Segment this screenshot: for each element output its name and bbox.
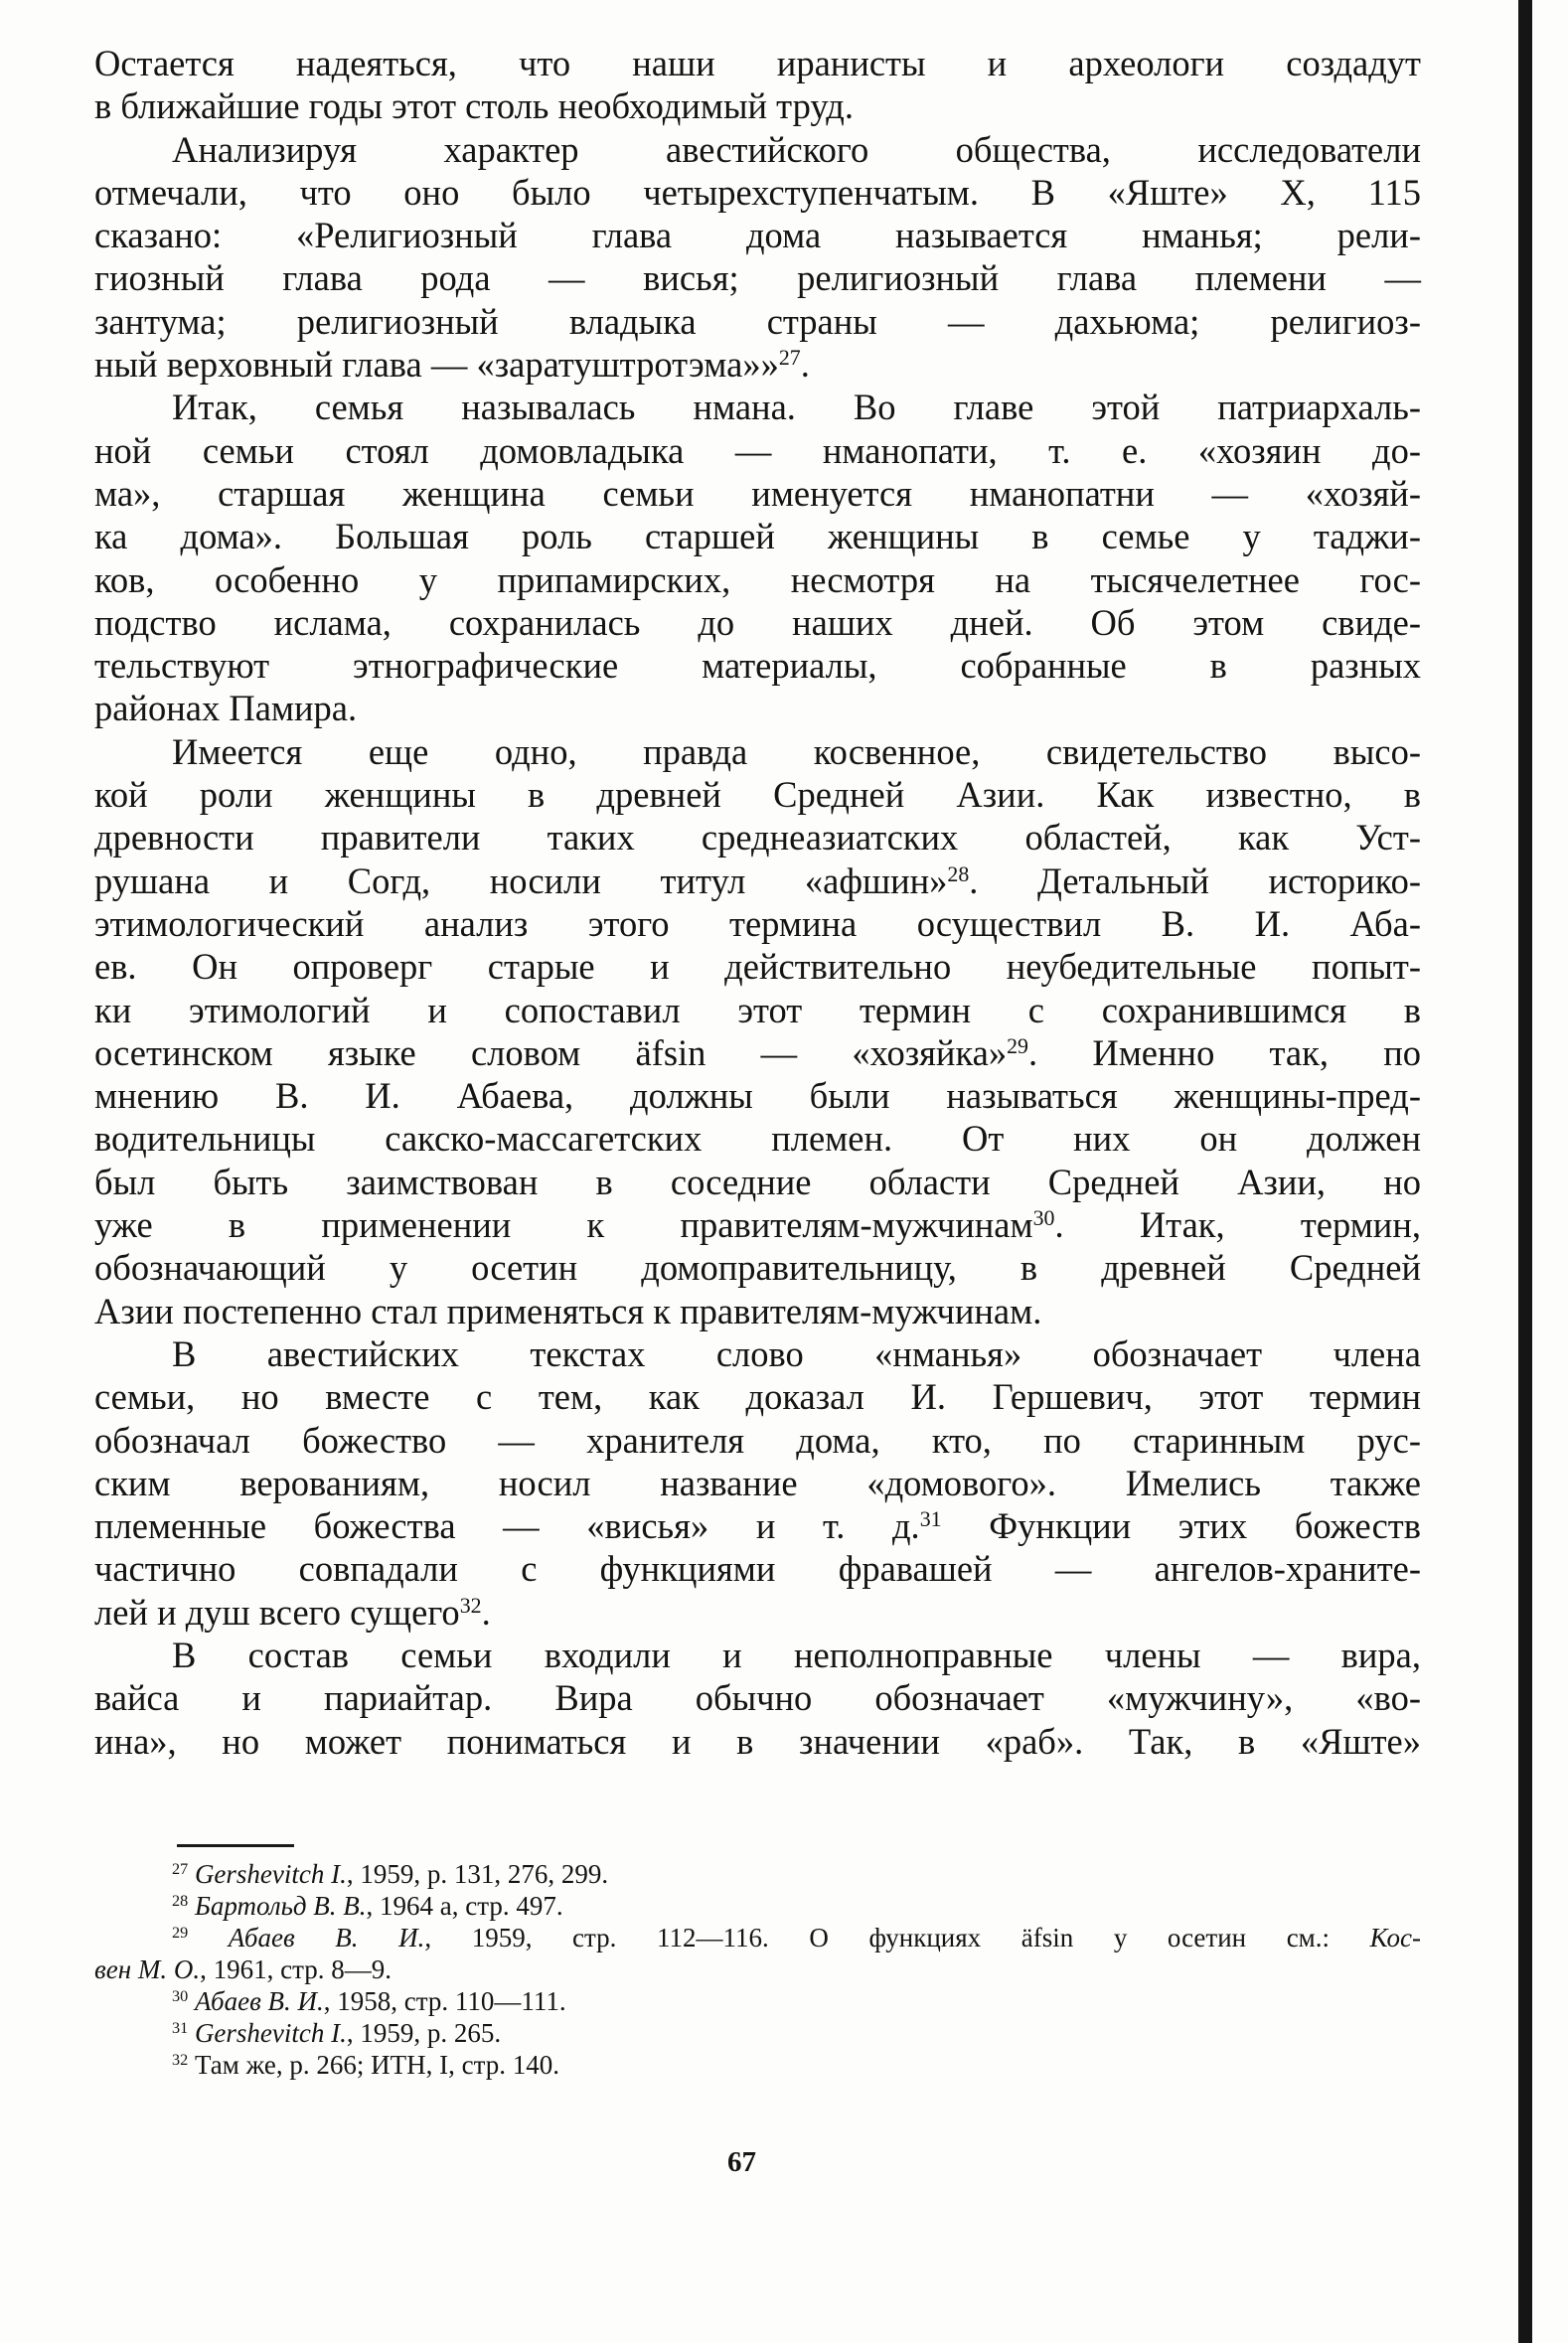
text-line: Имеется еще одно, правда косвенное, свидетельство высо-	[172, 730, 1421, 772]
footnote-number: 28	[172, 1892, 189, 1911]
text-line: этимологический анализ этого термина осуществил В. И. Аба-	[94, 902, 1421, 944]
text-line: племенные божества — «висья» и т. д.$^{31}$ Функции этих божеств	[94, 1505, 1421, 1547]
footnote-author: Бартольд В. В.	[194, 1891, 367, 1921]
footnote-ref: 30	[1032, 1204, 1055, 1230]
footnote: $^{30}$ Абаев В. И., 1958, стр. 110—111.	[172, 1986, 566, 2016]
text-line: тельствуют этнографические материалы, собранные в разных	[94, 645, 1421, 687]
footnote: $^{31}$ Gershevitch I., 1959, p. 265.	[172, 2018, 502, 2048]
text-line: осетинском языке словом äfsin — «хозяйка»$^{29}$. Именно так, по	[94, 1031, 1421, 1073]
text-line: отмечали, что оно было четырехступенчатым. В «Яште» X, 115	[94, 171, 1421, 213]
body-text	[94, 42, 1421, 1763]
text-line: подство ислама, сохранилась до наших дней. Об этом свиде-	[94, 601, 1421, 643]
text-line: ма», старшая женщина семьи именуется нманопатни — «хозяй-	[94, 472, 1421, 514]
footnote: $^{27}$ Gershevitch I., 1959, p. 131, 276, 299.	[172, 1859, 609, 1889]
footnote-author: Gershevitch I.	[194, 2018, 347, 2048]
text-line: семьи, но вместе с тем, как доказал И. Гершевич, этот термин	[94, 1376, 1421, 1418]
footnote-ref: 29	[1007, 1032, 1028, 1058]
text-line: В состав семьи входили и неполноправные члены — вира,	[172, 1634, 1421, 1675]
footnote: $^{32}$ Там же, p. 266; ИТН, I, стр. 140.	[172, 2050, 559, 2080]
footnotes	[94, 1858, 1421, 2081]
text-line: частично совпадали с функциями фравашей — ангелов-храните-	[94, 1548, 1421, 1590]
text-line: ной семьи стоял домовладыка — нманопати, т. е. «хозяин до-	[94, 429, 1421, 471]
text-line: в ближайшие годы этот столь необходимый труд.	[94, 85, 854, 127]
text-line: водительницы сакско-массагетских племен. От них он должен	[94, 1118, 1421, 1160]
text-line: лей и душ всего сущего$^{32}$.	[94, 1591, 491, 1633]
footnote-number: 27	[172, 1860, 189, 1879]
footnote-number: 29	[172, 1924, 189, 1943]
text-line: ков, особенно у припамирских, несмотря на тысячелетнее гос-	[94, 558, 1421, 600]
text-line: ев. Он опроверг старые и действительно неубедительные попыт-	[94, 946, 1421, 988]
text-line: зантума; религиозный владыка страны — дахьюма; религиоз-	[94, 300, 1421, 342]
page-number: 67	[727, 2146, 756, 2178]
text-line: ка дома». Большая роль старшей женщины в семье у таджи-	[94, 516, 1421, 557]
text-line: районах Памира.	[94, 688, 358, 729]
text-line: вайса и париайтар. Вира обычно обозначает «мужчину», «во-	[94, 1677, 1421, 1719]
footnote-separator	[177, 1844, 294, 1847]
text-line: ки этимологий и сопоставил этот термин с сохранившимся в	[94, 989, 1421, 1030]
footnote-number: 31	[172, 2019, 189, 2038]
footnote: $^{28}$ Бартольд В. В., 1964 а, стр. 497.	[172, 1891, 563, 1921]
text-line: обозначал божество — хранителя дома, кто, по старинным рус-	[94, 1419, 1421, 1461]
page-edge-bar	[1518, 0, 1532, 2343]
footnote-author: Абаев В. И.	[228, 1923, 425, 1952]
footnote-number: 32	[172, 2051, 189, 2070]
text-line: мнению В. И. Абаева, должны были называться женщины-пред-	[94, 1075, 1421, 1117]
footnote: $^{29}$ Абаев В. И., 1959, стр. 112—116. О функциях äfsin у осетин см.: Кос-	[172, 1923, 1422, 1952]
text-line: ный верховный глава — «заратуштротэма»»$^{27}$.	[94, 344, 810, 386]
footnote-ref: 32	[459, 1592, 482, 1618]
footnote-number: 30	[172, 1987, 189, 2006]
text-line: уже в применении к правителям-мужчинам$^{30}$. Итак, термин,	[94, 1204, 1421, 1246]
footnote: вен М. О., 1961, стр. 8—9.	[94, 1954, 392, 1984]
text-line: был быть заимствован в соседние области Средней Азии, но	[94, 1161, 1421, 1202]
text-line: Итак, семья называлась нмана. Во главе этой патриархаль-	[172, 387, 1421, 428]
footnote-author: Абаев В. И.	[194, 1986, 324, 2016]
text-line: гиозный глава рода — висья; религиозный глава племени —	[94, 257, 1421, 299]
text-line: сказано: «Религиозный глава дома называется нманья; рели-	[94, 215, 1421, 256]
footnote-ref: 27	[778, 345, 801, 371]
footnote-author: Кос-	[1369, 1923, 1422, 1952]
footnote-ref: 31	[919, 1506, 942, 1532]
footnote-author: вен М. О.	[94, 1954, 201, 1984]
text-line: древности правители таких среднеазиатских областей, как Уст-	[94, 817, 1421, 859]
text-line: обозначающий у осетин домоправительницу, в древней Средней	[94, 1247, 1421, 1289]
text-line: В авестийских текстах слово «нманья» обозначает члена	[172, 1332, 1421, 1374]
text-line: Азии постепенно стал применяться к правителям-мужчинам.	[94, 1290, 1042, 1331]
text-line: ским верованиям, носил название «домового». Имелись также	[94, 1462, 1421, 1503]
text-line: кой роли женщины в древней Средней Азии. Как известно, в	[94, 774, 1421, 816]
text-line: ина», но может пониматься и в значении «раб». Так, в «Яште»	[94, 1720, 1421, 1762]
text-line: рушана и Согд, носили титул «афшин»$^{28}$. Детальный историко-	[94, 859, 1421, 901]
footnote-author: Gershevitch I.	[194, 1859, 347, 1889]
footnote-ref: 28	[947, 860, 970, 886]
text-line: Анализируя характер авестийского общества, исследователи	[172, 128, 1421, 170]
text-line: Остается надеяться, что наши иранисты и археологи создадут	[94, 43, 1421, 83]
